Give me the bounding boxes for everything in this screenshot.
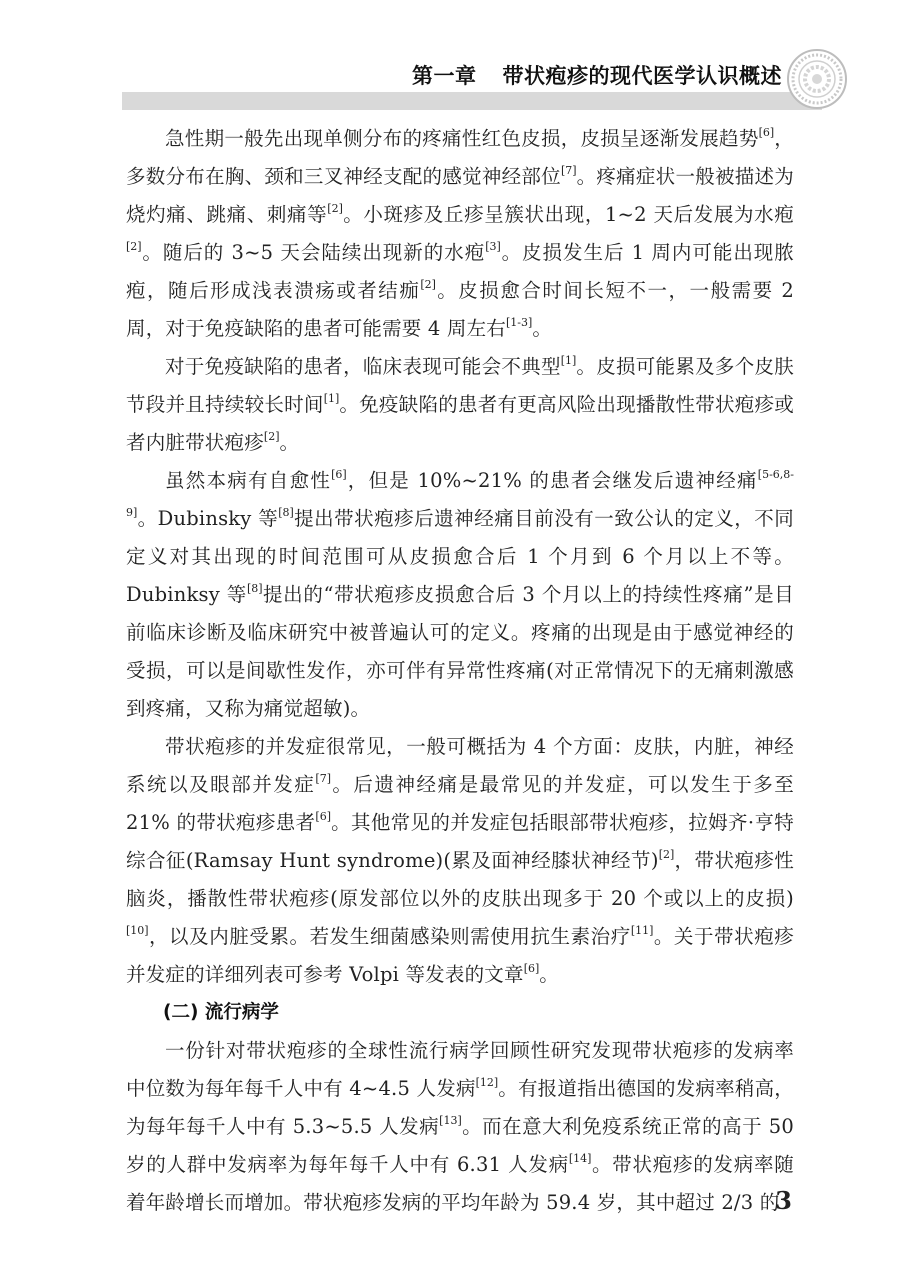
citation-superscript: [6] xyxy=(523,962,540,975)
body-text-group xyxy=(126,120,794,994)
citation-superscript: [7] xyxy=(560,164,577,177)
text-run: 提出的“带状疱疹皮损愈合后 3 个月以上的持续性疼痛”是目前临床诊断及临床研究中被普遍认可的定义。疼痛的出现是由于感觉神经的受损，可以是间歇性发作，亦可伴有异常性疼痛(对正常情况下的无痛刺激感到疼痛，又称为痛觉超敏)。 xyxy=(126,583,794,720)
citation-superscript: [14] xyxy=(568,1152,592,1165)
text-run: 提出带状疱疹后遗神经痛目前没有一致公认的定义，不同定义对其出现的时间范围可从皮损愈合后 1 个月到 6 个月以上不等。Dubinksy 等 xyxy=(126,507,794,606)
paragraph xyxy=(126,1032,794,1222)
decorative-seal-icon xyxy=(786,48,848,110)
text-run: 。免疫缺陷的患者有更高风险出现播散性带状疱疹或者内脏带状疱疹 xyxy=(126,393,794,454)
text-run: ，但是 10%~21% 的患者会继发后遗神经痛 xyxy=(346,469,758,492)
citation-superscript: [10] xyxy=(126,924,149,937)
chapter-title: 带状疱疹的现代医学认识概述 xyxy=(502,64,782,88)
citation-superscript: [1] xyxy=(560,354,577,367)
citation-superscript: [6] xyxy=(331,468,347,481)
citation-superscript: [8] xyxy=(278,506,294,519)
text-run: ，多数分布在胸、颈和三叉神经支配的感觉神经部位 xyxy=(126,127,794,188)
citation-superscript: [1-3] xyxy=(506,316,533,329)
text-run: 。Dubinsky 等 xyxy=(137,507,279,530)
chapter-label: 第一章 xyxy=(412,64,477,88)
text-run: 。皮损愈合时间长短不一，一般需要 2 周，对于免疫缺陷的患者可能需要 4 周左右 xyxy=(126,279,794,340)
header-band xyxy=(122,92,822,110)
text-run: 。皮损发生后 1 周内可能出现脓疱，随后形成浅表溃疡或者结痂 xyxy=(126,241,794,302)
citation-superscript: [2] xyxy=(327,202,343,215)
paragraph xyxy=(126,348,794,462)
text-run: 带状疱疹的并发症很常见，一般可概括为 4 个方面：皮肤，内脏，神经系统以及眼部并发症 xyxy=(126,735,794,796)
citation-superscript: [2] xyxy=(263,430,280,443)
text-run: ，以及内脏受累。若发生细菌感染则需使用抗生素治疗 xyxy=(148,925,631,948)
text-run: 对于免疫缺陷的患者，临床表现可能会不典型 xyxy=(165,355,561,378)
paragraph xyxy=(126,120,794,348)
citation-superscript: [6] xyxy=(758,126,775,139)
text-run: 。皮损可能累及多个皮肤节段并且持续较长时间 xyxy=(126,355,794,416)
citation-superscript: [12] xyxy=(475,1076,499,1089)
citation-superscript: [2] xyxy=(420,278,436,291)
citation-superscript: [2] xyxy=(658,848,675,861)
citation-superscript: [7] xyxy=(315,772,331,785)
citation-superscript: [8] xyxy=(246,582,263,595)
text-run: 急性期一般先出现单侧分布的疼痛性红色皮损，皮损呈逐渐发展趋势 xyxy=(165,127,759,150)
citation-superscript: [13] xyxy=(439,1114,462,1127)
citation-superscript: [1] xyxy=(323,392,340,405)
text-run: 。疼痛症状一般被描述为烧灼痛、跳痛、刺痛等 xyxy=(126,165,794,226)
text-run: 。 xyxy=(532,317,553,340)
text-run: 。有报道指出德国的发病率稍高，为每年每千人中有 5.3~5.5 人发病 xyxy=(126,1077,794,1138)
citation-superscript: [11] xyxy=(630,924,654,937)
citation-superscript: [5-6,8-9] xyxy=(126,468,794,519)
section-heading: (二) 流行病学 xyxy=(163,1002,279,1023)
text-run: 。其他常见的并发症包括眼部带状疱疹，拉姆齐·亨特综合征(Ramsay Hunt syndrome)(累及面神经膝状神经节) xyxy=(126,811,794,872)
paragraph xyxy=(126,728,794,994)
text-run: 。后遗神经痛是最常见的并发症，可以发生于多至 21% 的带状疱疹患者 xyxy=(126,773,794,834)
text-run: 虽然本病有自愈性 xyxy=(165,469,332,492)
text-run: ，带状疱疹性脑炎，播散性带状疱疹(原发部位以外的皮肤出现多于 20 个或以上的皮损) xyxy=(126,849,794,910)
text-run: 一份针对带状疱疹的全球性流行病学回顾性研究发现带状疱疹的发病率中位数为每年每千人中有 4~4.5 人发病 xyxy=(126,1039,794,1100)
paragraph xyxy=(126,462,794,728)
text-run: 。关于带状疱疹并发症的详细列表可参考 Volpi 等发表的文章 xyxy=(126,925,794,986)
citation-superscript: [3] xyxy=(485,240,501,253)
page-body xyxy=(126,120,794,1222)
text-run: 。带状疱疹的发病率随着年龄增长而增加。带状疱疹发病的平均年龄为 59.4 岁，其中超过 2/3 的 xyxy=(126,1153,794,1214)
page-number: 3 xyxy=(775,1186,792,1215)
running-header xyxy=(412,60,782,90)
body-text-group-after-heading xyxy=(126,1032,794,1222)
text-run: 。小斑疹及丘疹呈簇状出现，1~2 天后发展为水疱 xyxy=(342,203,794,226)
citation-superscript: [6] xyxy=(315,810,331,823)
text-run: 。 xyxy=(539,963,559,986)
text-run: 。而在意大利免疫系统正常的高于 50 岁的人群中发病率为每年每千人中有 6.31 人发病 xyxy=(126,1115,794,1176)
text-run: 。 xyxy=(279,431,300,454)
citation-superscript: [2] xyxy=(126,240,142,253)
text-run: 。随后的 3~5 天会陆续出现新的水疱 xyxy=(141,241,486,264)
